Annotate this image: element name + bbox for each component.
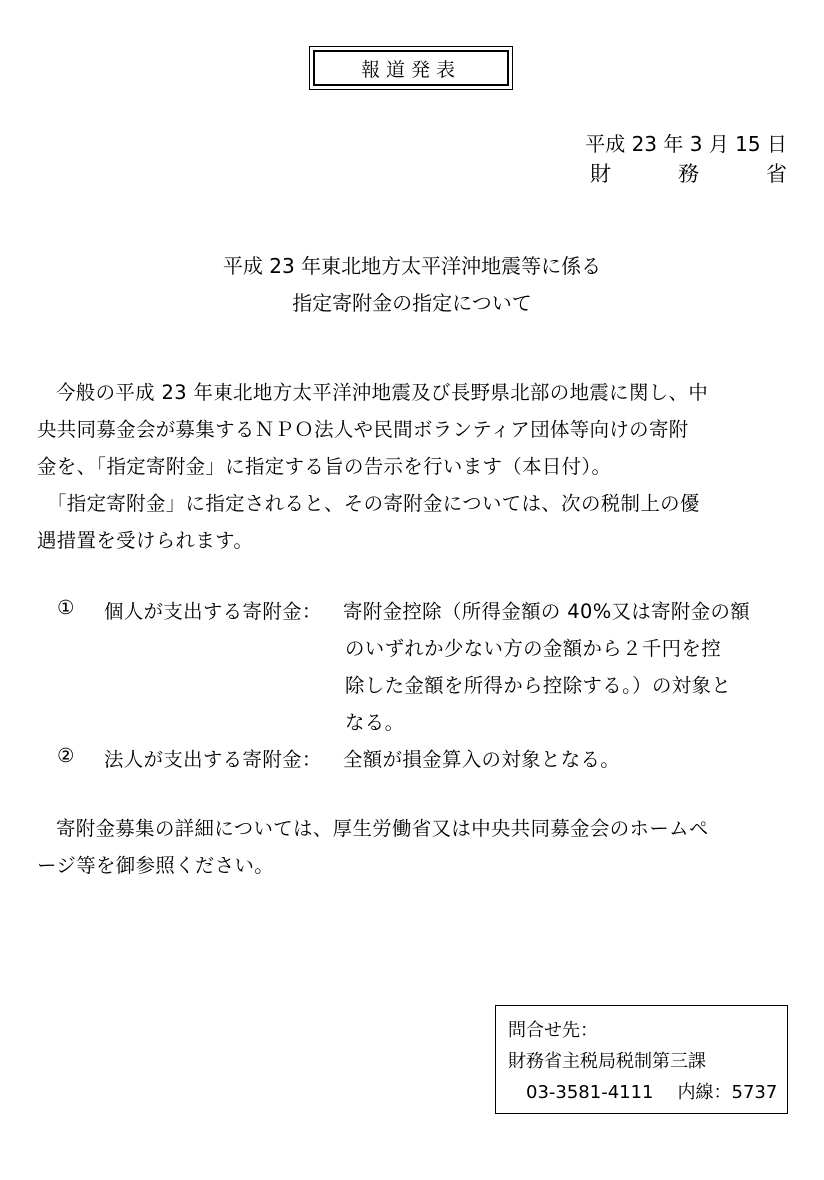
document-title-line1: 平成 23 年東北地方太平洋沖地震等に係る: [222, 254, 602, 278]
press-release-badge: [309, 46, 513, 90]
item-1-text-line: のいずれか少ない方の金額から２千円を控: [345, 637, 722, 660]
item-1-text-line: 除した金額を所得から控除する。）の対象と: [345, 674, 732, 697]
item-1-label: 個人が支出する寄附金：: [104, 600, 322, 623]
item-2-text-line: 全額が損金算入の対象となる。: [343, 748, 621, 771]
contact-box: [495, 1005, 788, 1114]
paragraph-2-line: 「指定寄附金」に指定されると、その寄附金については、次の税制上の優: [47, 492, 700, 515]
paragraph-1-line: 央共同募金会が募集するＮＰＯ法人や民間ボランティア団体等向けの寄附: [37, 418, 689, 441]
contact-phone: 03-3581-4111: [526, 1082, 654, 1103]
contact-phone-row: [508, 1077, 787, 1108]
contact-extension: 内線：5737: [677, 1082, 778, 1103]
paragraph-1-line: 今般の平成 23 年東北地方太平洋沖地震及び長野県北部の地震に関し、中: [56, 381, 709, 404]
ministry-char: 省: [766, 162, 787, 186]
details-note-line: 寄附金募集の詳細については、厚生労働省又は中央共同募金会のホームペ: [56, 817, 709, 840]
contact-department: 財務省主税局税制第三課: [508, 1051, 706, 1072]
item-1-text-line: なる。: [345, 711, 405, 734]
ministry-name: [590, 158, 787, 188]
press-release-label: 報道発表: [313, 50, 509, 86]
ministry-char: 務: [678, 162, 699, 186]
ministry-char: 財: [590, 162, 611, 186]
paragraph-2-line: 遇措置を受けられます。: [37, 529, 254, 552]
document-title-line2: 指定寄附金の指定について: [292, 291, 532, 315]
item-2-label: 法人が支出する寄附金：: [104, 748, 322, 771]
item-2-marker: ②: [57, 744, 75, 767]
release-date: 平成 23 年 3 月 15 日: [585, 132, 787, 156]
contact-heading: 問合せ先：: [508, 1020, 598, 1041]
item-1-marker: ①: [57, 596, 75, 619]
paragraph-1-line: 金を、「指定寄附金」に指定する旨の告示を行います（本日付）。: [37, 455, 612, 478]
item-1-text-line: 寄附金控除（所得金額の 40%又は寄附金の額: [343, 600, 751, 623]
details-note-line: ージ等を御参照ください。: [37, 854, 275, 877]
